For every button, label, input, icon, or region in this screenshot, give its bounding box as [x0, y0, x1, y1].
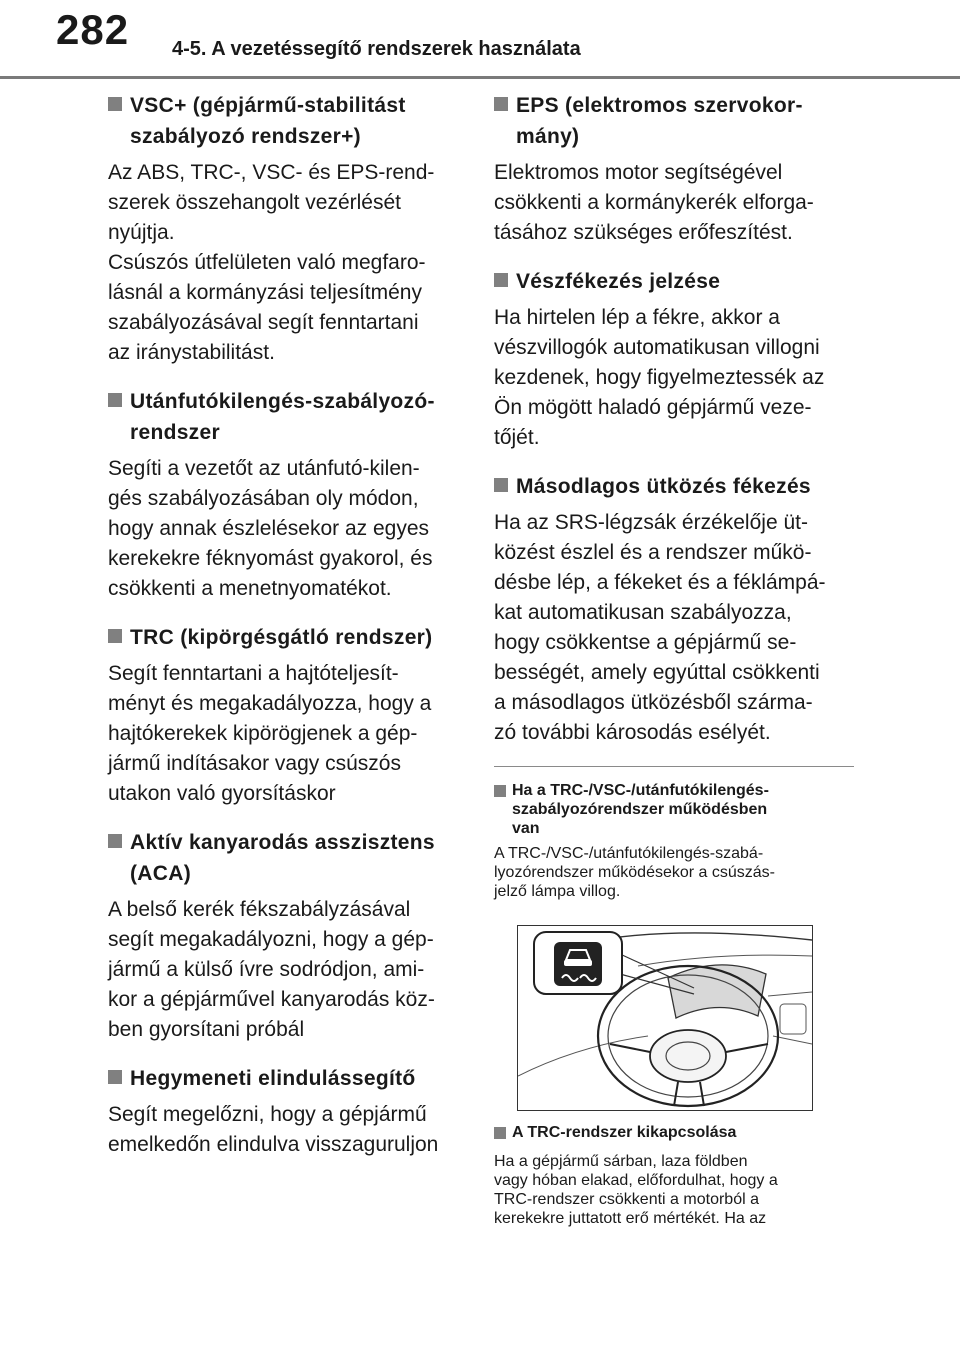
- section-heading: [494, 90, 854, 152]
- note-title: Ha a TRC-/VSC-/utánfutókilengés- szabályozórendszer működésben van: [512, 782, 769, 837]
- section-title: Vészfékezés jelzése: [516, 270, 721, 293]
- section-title: VSC+ (gépjármű-stabilitást szabályozó rendszer+): [130, 94, 406, 148]
- square-bullet-icon: [108, 629, 122, 643]
- square-bullet-icon: [494, 1127, 506, 1139]
- note-body: Ha a gépjármű sárban, laza földben vagy hóban elakad, előfordulhat, hogy a TRC-rendszer csökkenti a motorból a kerekekre juttatott erő mértékét. Ha az: [494, 1153, 778, 1227]
- section: [494, 90, 854, 248]
- square-bullet-icon: [108, 834, 122, 848]
- square-bullet-icon: [494, 97, 508, 111]
- steering-wheel-illustration: [518, 926, 812, 1110]
- section-heading: [108, 827, 458, 889]
- note: [494, 781, 854, 901]
- section-body: A belső kerék fékszabályzásával segít megakadályozni, hogy a gép- jármű a külső ívre sodródjon, ami- kor a gépjárművel kanyarodás köz- ben gyorsítani próbál: [108, 898, 435, 1041]
- section-heading: [494, 266, 854, 297]
- section-title: Aktív kanyarodás asszisztens (ACA): [130, 831, 435, 885]
- section-title: Hegymeneti elindulássegítő: [130, 1067, 416, 1090]
- header-rule: [0, 76, 960, 79]
- square-bullet-icon: [494, 785, 506, 797]
- section-body: Ha hirtelen lép a fékre, akkor a vészvillogók automatikusan villogni kezdenek, hogy figyelmeztessék az Ön mögött haladó gépjármű veze- tőjét.: [494, 306, 825, 449]
- section-heading: [108, 386, 458, 448]
- right-column: [494, 90, 854, 1228]
- left-column: [108, 90, 458, 1178]
- section-heading: [108, 90, 458, 152]
- section-title: Másodlagos ütközés fékezés: [516, 475, 811, 498]
- section-body: Ha az SRS-légzsák érzékelője üt- közést észlel és a rendszer műkö- désbe lép, a fékeket és a féklámpá- kat automatikusan szabályozza, hogy csökkentse a gépjármű se- bességét, amely egyúttal csökkenti a másodlagos ütközésből szárma- zó további károsodás esélyét.: [494, 511, 826, 744]
- section: [494, 471, 854, 748]
- section: [494, 266, 854, 453]
- section: [108, 386, 458, 604]
- section-body: Segít fenntartani a hajtóteljesít- ményt és megakadályozza, hogy a hajtókerekek kipörögjenek a gép- jármű indításakor vagy csúszós utakon való gyorsításkor: [108, 662, 432, 805]
- square-bullet-icon: [108, 1070, 122, 1084]
- note-heading: [494, 1123, 854, 1142]
- square-bullet-icon: [108, 97, 122, 111]
- page-header: [0, 0, 960, 80]
- section-divider: [494, 766, 854, 767]
- note-body: A TRC-/VSC-/utánfutókilengés-szabá- lyozórendszer működésekor a csúszás- jelző lámpa villog.: [494, 845, 776, 900]
- section-body: Segíti a vezetőt az utánfutó-kilen- gés szabályozásában oly módon, hogy annak észlelésekor az egyes kerekekre féknyomást gyakorol, és csökkenti a menetnyomatékot.: [108, 457, 433, 600]
- note-title: A TRC-rendszer kikapcsolása: [512, 1124, 737, 1141]
- square-bullet-icon: [494, 273, 508, 287]
- dashboard-illustration: [517, 925, 813, 1111]
- section-body: Elektromos motor segítségével csökkenti a kormánykerék elforga- tásához szükséges erőfeszítést.: [494, 161, 814, 244]
- section: [108, 622, 458, 809]
- section-heading: [494, 471, 854, 502]
- section-title: Utánfutókilengés-szabályozó- rendszer: [130, 390, 435, 444]
- note-heading: [494, 781, 854, 838]
- section-title: EPS (elektromos szervokor- mány): [516, 94, 803, 148]
- section: [108, 827, 458, 1045]
- square-bullet-icon: [108, 393, 122, 407]
- section-body: Segít megelőzni, hogy a gépjármű emelkedőn elindulva visszaguruljon: [108, 1103, 439, 1156]
- section-title: TRC (kipörgésgátló rendszer): [130, 626, 433, 649]
- note: [494, 1123, 854, 1228]
- skid-indicator-icon: [554, 942, 602, 986]
- section-body: Az ABS, TRC-, VSC- és EPS-rend- szerek összehangolt vezérlését nyújtja. Csúszós útfelületen való megfaro- lásnál a kormányzási teljesítmény szabályozásával segít fenntartani az iránystabilitást.: [108, 161, 435, 364]
- chapter-title: 4-5. A vezetéssegítő rendszerek használata: [172, 38, 581, 60]
- page-number: 282: [56, 6, 130, 53]
- section-heading: [108, 622, 458, 653]
- section-heading: [108, 1063, 458, 1094]
- square-bullet-icon: [494, 478, 508, 492]
- section: [108, 1063, 458, 1160]
- section: [108, 90, 458, 368]
